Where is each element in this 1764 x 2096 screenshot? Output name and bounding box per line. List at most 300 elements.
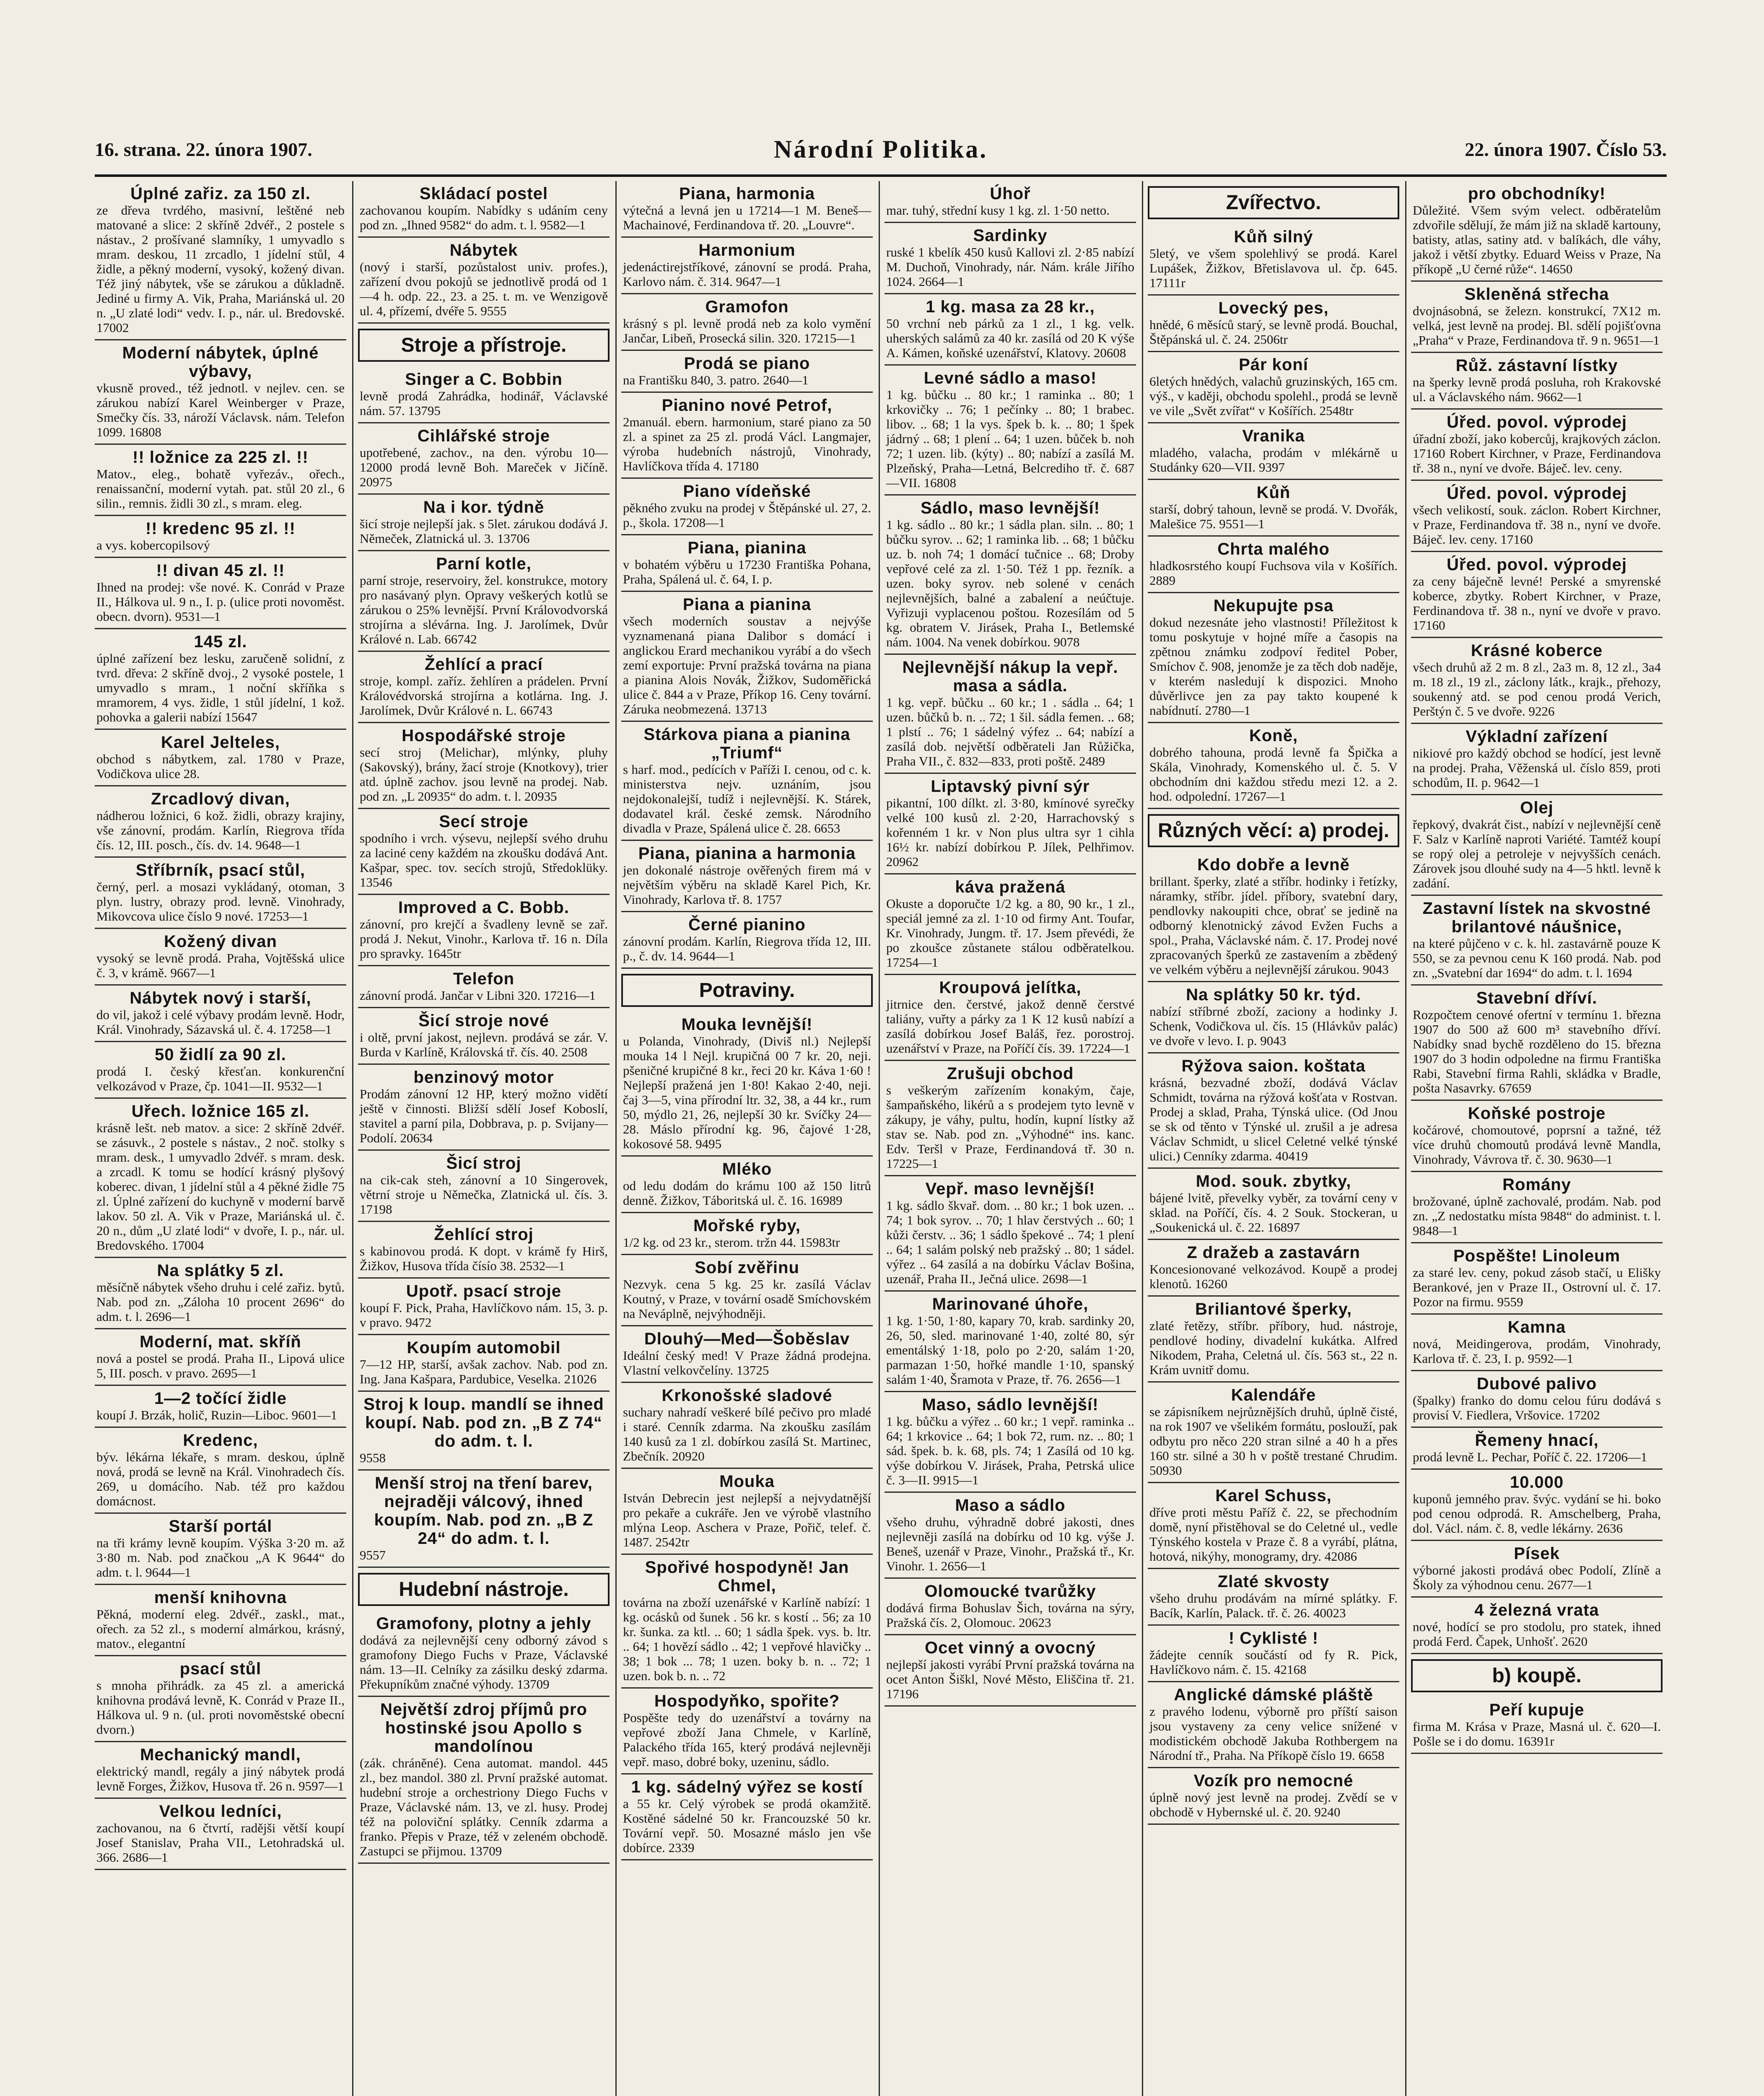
ad-heading: Stroj k loup. mandlí se ihned koupí. Nab. pod zn. „B Z 74“ do adm. t. l. (363, 1395, 604, 1450)
ad-heading: Kůň (1256, 483, 1291, 502)
classified-ad (95, 1099, 346, 1258)
ad-heading: benzinový motor (413, 1068, 554, 1087)
classified-ad (1148, 1569, 1399, 1626)
classified-ad (621, 1555, 873, 1689)
ad-heading: Sádlo, maso levnější! (921, 499, 1100, 517)
ad-heading: Na splátky 5 zl. (157, 1261, 284, 1280)
ad-heading: Menší stroj na tření barev, nejraději válcový, ihned koupím. Nab. pod zn. „B Z 24“ do adm. t. l. (374, 1474, 594, 1548)
classified-ad (885, 1176, 1136, 1292)
classified-ad (1411, 724, 1663, 795)
ad-text: dodává za nejlevnější ceny odborný závod s gramofony Diego Fuchs v Praze, Václavské nám. 13—II. Celníky za zásilku deský zdarma. Překupníkům značné výhody. 13709 (360, 1633, 608, 1691)
ad-text: Ihned na prodej: vše nové. K. Conrád v Praze II., Hálkova ul. 9 n., I. p. (ulice proti novoměst. obecn. dvorn). 9531—1 (96, 580, 345, 624)
ad-heading: Krkonošské sladové (662, 1386, 833, 1405)
classified-ad (1148, 852, 1399, 982)
classified-ad (1411, 1315, 1663, 1371)
ad-text: 1 kg. sádlo škvař. dom. .. 80 kr.; 1 bok uzen. .. 74; 1 bok syrov. .. 70; 1 hlav čerstvých .. 60; 1 kůži čerstv. .. 36; 1 sádlo špekové .. 74; 1 plení .. 64; 1 salám polský neb pražský .. 80; 1 sádel. výřez .. 64 zasílá a na dobírku Václav Bošina, uzenář, Praha II., Ječná ulice. 2698—1 (886, 1198, 1134, 1286)
ad-text: 1 kg. 1·50, 1·80, kapary 70, krab. sardinky 20, 26, 50, sled. marinované 1·40, zolté 80, sýr ementálský 1·18, polo po 2·20, salám 1·20, parmazan 1·50, hořké mandle 1·10, spanský salám 1·40, Šramota v Praze, tř. 76. 2656—1 (886, 1313, 1134, 1387)
ad-text: obchod s nábytkem, zal. 1780 v Praze, Vodičkova ulice 28. (96, 752, 345, 781)
ad-heading: Telefon (453, 970, 515, 988)
ad-text: nové, hodící se pro stodolu, pro statek, ihned prodá Ferd. Čapek, Unhošť. 2620 (1413, 1619, 1661, 1649)
classified-ad (621, 1383, 873, 1469)
classified-ad (95, 1042, 346, 1099)
ad-heading: Starší portál (169, 1517, 272, 1536)
ad-text: koupí J. Brzák, holič, Ruzin—Liboc. 9601—1 (96, 1408, 337, 1422)
column-divider (1142, 181, 1143, 2096)
classified-ad (1148, 593, 1399, 723)
section-heading: Různých věcí: a) prodej. (1148, 814, 1399, 847)
classified-ad (358, 1611, 610, 1697)
ad-heading: Koupím automobil (407, 1339, 561, 1357)
classified-ad (95, 181, 346, 340)
classified-ad (621, 1774, 873, 1860)
ad-heading: menší knihovna (154, 1588, 287, 1607)
ad-heading: Cihlářské stroje (417, 427, 550, 445)
ad-heading: Stavební dříví. (1476, 989, 1598, 1007)
ad-heading: Secí stroje (439, 812, 529, 831)
ad-text: mar. tuhý, střední kusy 1 kg. zl. 1·50 netto. (886, 203, 1110, 218)
ad-text: všeho druhu prodávám na mírné splátky. F. Bacík, Karlín, Palack. tř. č. 26. 40023 (1149, 1591, 1398, 1620)
ad-heading: !! ložnice za 225 zl. !! (132, 448, 309, 467)
masthead-rule (95, 174, 1667, 177)
ad-heading: Zastavní lístek na skvostné brilantové náušnice, (1422, 899, 1651, 936)
ad-heading: Nekupujte psa (1213, 597, 1334, 615)
column-5 (1148, 181, 1399, 2096)
classified-ad (885, 1392, 1136, 1493)
ad-text: Rozpočtem cenové ofertní v termínu 1. března 1907 do 500 až 600 m³ stavebního dříví. Nabídky snad bychě rozděleno do 15. března 1907 do 3 hodin odpoledne na firmu Františka Rabi, Stavební firma Rahli, skládka v Bradle, pošta Nasavrky. 67659 (1413, 1007, 1661, 1095)
classified-ad (358, 723, 610, 809)
ad-heading: Na splátky 50 kr. týd. (1186, 986, 1361, 1004)
ad-text: hladkosrstého koupí Fuchsova vila v Košířích. 2889 (1149, 558, 1398, 588)
classified-ad (885, 181, 1136, 223)
ad-heading: Šicí stroj (446, 1154, 521, 1173)
ad-text: mladého, valacha, prodám v mlékárně u Studánky 620—VII. 9397 (1149, 445, 1398, 475)
section-heading: Hudební nástroje. (358, 1573, 610, 1606)
classified-ad (621, 351, 873, 393)
ad-text: starší, dobrý tahoun, levně se prodá. V. Dvořák, Malešice 75. 9551—1 (1149, 502, 1398, 531)
ad-heading: Krásné koberce (1471, 641, 1603, 660)
ad-text: u Polanda, Vinohrady, (Diviš nl.) Nejlepší mouka 14 l Nejl. krupičná 00 7 kr. 20, neji. pšeničné krupičné 8 kr., řeci 20 kr. Káva 1·60 ! Nejlepší pražená jen 1·80! Kakao 2·40, neji. čaj 3—5, vina přírodní ltr. 32, 38, a 44 kr., rum 50, mýdlo 21, 26, nejlepší 30 kr. Svíčky 24—28. Máslo přírodní kg. 96, čajové 1·28, kokosové 58. 9495 (623, 1034, 871, 1151)
ad-text: býv. lékárna lékaře, s mram. deskou, úplně nová, prodá se levně na Král. Vinohradech čís. 269, u domácího. Nab. též pro každou domácnost. (96, 1450, 345, 1508)
ad-heading: Lovecký pes, (1218, 299, 1329, 317)
ad-heading: Úřed. povol. výprodej (1447, 413, 1627, 431)
ad-text: pěkného zvuku na prodej v Štěpánské ul. 27, 2. p., škola. 17208—1 (623, 501, 871, 530)
ad-heading: Šicí stroje nové (418, 1012, 549, 1030)
page-number-date: 16. strana. 22. února 1907. (95, 139, 312, 160)
ad-heading: Koňské postroje (1468, 1104, 1606, 1123)
ad-text: Ideální český med! V Praze žádná prodejna. Vlastní velkovčelíny. 13725 (623, 1348, 871, 1377)
ad-text: secí stroj (Melichar), mlýnky, pluhy (Sakovský), brány, žací stroje (Knotkovy), trier atd. úplně zachov. jsou levně na prodej. Nab. pod zn. „L 20935“ do adm. t. l. 20935 (360, 745, 608, 804)
classified-ad (621, 181, 873, 238)
ad-heading: Moderní, mat. skříň (140, 1333, 301, 1351)
ad-text: krásný s pl. levně prodá neb za kolo vymění Jančar, Libeň, Prosecká silin. 320. 17215—1 (623, 316, 871, 345)
classified-ad (95, 340, 346, 445)
ad-text: jen dokonalé nástroje ověřených firem má v největším výběru na skladě Karel Pich, Kr. Vinohrady, Karlova tř. 8. 1757 (623, 863, 871, 907)
classified-ad (95, 445, 346, 516)
ad-text: jitrnice den. čerstvé, jakož denně čerstvé taliány, vuřty a párky za 1 K 12 kusů nabízí a zasílá dobírkou Josef Baláš, řez. porostroj. uzenářství v Praze, na Poříčí čís. 39. 17224—1 (886, 997, 1134, 1056)
classified-ad (358, 1279, 610, 1335)
ad-text: na cik-cak steh, zánovní a 10 Singerovek, větrní stroje u Němečka, Zlatnická ul. čís. 3. 17198 (360, 1173, 608, 1217)
section-heading: Stroje a přístroje. (358, 329, 610, 362)
classified-ad (95, 1514, 346, 1585)
ad-heading: Úplné zařiz. za 150 zl. (130, 184, 311, 203)
ad-text: za staré lev. ceny, pokud zásob stačí, u Elišky Berankové, jen v Praze II., Ostrovní ul. č. 17. Pozor na firmu. 9559 (1413, 1265, 1661, 1309)
ad-heading: 4 železná vrata (1474, 1601, 1599, 1619)
ad-text: 9557 (360, 1548, 386, 1562)
classified-ad (95, 786, 346, 858)
ad-text: Okuste a doporučte 1/2 kg. a 80, 90 kr., 1 zl., speciál jemné za zl. 1·10 od firmy Ant. Toufar, Kr. Vinohrady, Jungm. tř. 17. Jsem převédi, že po zkoušce zůstanete stálou odběratelkou. 17254—1 (886, 896, 1134, 970)
ad-text: na šperky levně prodá posluha, roh Krakovské ul. a Václavského nám. 9662—1 (1413, 375, 1661, 404)
ad-text: ze dřeva tvrdého, masivní, leštěné neb matované a slice: 2 skříně 2dvéř., 2 postele s nástav., 2 prošívané slamníky, 1 umyvadlo s mram. deskou, 11 zrcadlo, 1 jídelní stůl, 4 židle, a pěkný moderní, vysoký, kožený divan. Též jiný nábytek, vše se zárukou a důkladně. Jediné u firmy A. Vik, Praha, Mariánská ul. 20 n. „U zlaté lodi“ vedv. I. p., nár. ul. Bredovské. 17002 (96, 203, 345, 335)
ad-heading: Spořivé hospodyně! Jan Chmel, (645, 1558, 849, 1595)
ad-text: 5letý, ve všem spolehlivý se prodá. Karel Lupášek, Žižkov, Břetislavova ul. čp. 645. 17111r (1149, 246, 1398, 290)
ad-heading: Černé pianino (688, 916, 806, 934)
ad-text: dříve proti městu Paříž č. 22, se přechodním domě, nyní přistěhoval se do Celetné ul., vedle Týnského kostela v Praze č. 8 a vyrábí, plátna, hotová, nikýhy, monogramy, dry. 42086 (1149, 1505, 1398, 1564)
ad-text: i oltě, první jakost, nejlevn. prodává se zár. V. Burda v Karlíně, Královská tř. čís. 40. 2508 (360, 1030, 608, 1059)
ad-text: kočárové, chomoutové, poprsní a tažné, též více druhů chomoutů prodává levně Mandla, Vinohrady, Vávrova tř. č. 30. 9630—1 (1413, 1123, 1661, 1167)
ad-heading: Stárkova piana a pianina „Triumf“ (643, 725, 851, 762)
ad-text: elektrický mandl, regály a jiný nábytek prodá levně Forges, Žižkov, Husova tř. 26 n. 9597—1 (96, 1764, 345, 1793)
ad-heading: Piana a pianina (682, 595, 812, 614)
classified-ad (885, 655, 1136, 774)
column-divider (879, 181, 880, 2096)
classified-ad (95, 1742, 346, 1799)
ad-text: šicí stroje nejlepší jak. s 5let. zárukou dodává J. Němeček, Zlatnická ul. 3. 13706 (360, 516, 608, 546)
classified-ad (1411, 1697, 1663, 1754)
ad-text: dokud nezesnáte jeho vlastnosti! Příležitost k tomu poskytuje v hojné míře a časopis na zpětnou známku zodpoví ředitel Pober, Smíchov č. 908, jenomže je za těch dob naděje, v kterém nasledují k dispozici. Mnoho důvěrlivce jen za pay takto koupené k nabídnutí. 2780—1 (1149, 615, 1398, 718)
ad-text: jedenáctirejstříkové, zánovní se prodá. Praha, Karlovo nám. č. 314. 9647—1 (623, 259, 871, 289)
ad-text: žádejte cenník součástí od fy R. Pick, Havlíčkovo nám. č. 15. 42168 (1149, 1647, 1398, 1677)
ad-text: s kabinovou prodá. K dopt. v krámě fy Hirš, Žižkov, Husova třída čísío 38. 2532—1 (360, 1244, 608, 1273)
ad-text: pikantní, 100 dílkt. zl. 3·80, kmínové syrečky velké 100 kusů zl. 2·20, Harrachovský s kořenném 1 kr. v Non plus ultra syr 1 cihla 16½ kr. nabízí dobírkou P. Jílek, Pelhřimov. 20962 (886, 796, 1134, 869)
ad-heading: Anglické dámské pláště (1174, 1686, 1373, 1704)
classified-ad (885, 1493, 1136, 1579)
ad-heading: Hospodyňko, spořite? (654, 1692, 840, 1710)
ad-heading: Řemeny hnací, (1475, 1431, 1599, 1450)
classified-ad (1148, 224, 1399, 296)
classified-ad (1148, 1682, 1399, 1768)
classified-ad (1411, 1428, 1663, 1470)
ad-text: na které půjčeno v c. k. hl. zastavárně pouze K 550, se za pevnou cenu K 160 prodá. Nab. pod zn. „Svatební dar 1694“ do adm. t. l. 1694 (1413, 936, 1661, 980)
ad-heading: Piano vídeňské (683, 482, 811, 501)
classified-columns (95, 181, 1667, 2096)
ad-heading: psací stůl (179, 1660, 262, 1678)
ad-heading: Kůň silný (1234, 228, 1313, 246)
ad-text: 2manuál. ebern. harmonium, staré piano za 50 zl. a spinet za 25 zl. prodá Václ. Langmajer, výroba hudebních nástrojů, Vinohrady, Havlíčkova třída 4. 17180 (623, 415, 871, 473)
section-heading: b) koupě. (1411, 1659, 1663, 1692)
ad-text: měsíčně nábytek všeho druhu i celé zařiz. bytů. Nab. pod zn. „Záloha 10 procent 2696“ do adm. t. l. 2696—1 (96, 1280, 345, 1324)
ad-heading: Nábytek nový i starší, (130, 989, 311, 1007)
classified-ad (358, 1222, 610, 1279)
column-1 (95, 181, 346, 2096)
classified-ad (95, 1656, 346, 1742)
classified-ad (95, 558, 346, 629)
classified-ad (621, 1255, 873, 1326)
masthead (95, 134, 1667, 168)
ad-text: (zák. chráněné). Cena automat. mandol. 445 zl., bez mandol. 380 zl. První pražské automat. hudební stroje a orchestriony Diego Fuchs v Praze, Václavské nám. 13, ve zl. husy. Prodej též na poloviční splátky. Cenník zdarma a franko. Přepis v Praze, též v zeleném obchodě. Zastupci se přijmou. 13709 (360, 1756, 608, 1858)
ad-text: s mnoha přihrádk. za 45 zl. a americká knihovna prodává levně, K. Conrád v Praze II., Hálkova ul. 9 n. (ul. proti novoměstské obecní dvorn.) (96, 1678, 345, 1737)
classified-ad (358, 423, 610, 495)
column-divider (615, 181, 617, 2096)
ad-text: Pospěšte tedy do uzenářství a továrny na vepřové zboží Jana Chmele, v Karlíně, Palackého třída 165, který prodává nejlevněji vepř. maso, dobré boky, uzeninu, sádlo. (623, 1710, 871, 1769)
ad-text: krásná, bezvadné zboží, dodává Václav Schmidt, továrna na rýžová košťata v Rostvan. Prodej a sklad, Praha, Týnská ulice. (Od Jnou se sk od těnto v Týnské ul. zrušil a je adresa Václav Schmidt, u slicel Celetné velké týnské ulici.) Cenníky zdarma. 40419 (1149, 1075, 1398, 1163)
ad-text: brillant. šperky, zlaté a stříbr. hodinky i řetízky, náramky, stříbr. jídel. příbory, svatební dary, pendlovky nakoupiti chce, obrať se jedině na odborný klenotnický závod Evžen Fuchs a spol., Praha, Václavské nám. č. 17. Prodej nové zpracovaných šperků ze zastavením a zbědený ve velkém výběru a nejlevnější zárukou. 9043 (1149, 874, 1398, 977)
ad-text: firma M. Krása v Praze, Masná ul. č. 620—I. Pošle se i do domu. 16391r (1413, 1719, 1661, 1748)
classified-ad (1148, 1240, 1399, 1297)
classified-ad (621, 294, 873, 351)
ad-text: spodního i vrch. výsevu, nejlepší svého druhu za laciné ceny každém na zkoušku dodává Ant. Kašpar, spec. tov. secích strojů, Středoklüky. 13546 (360, 831, 608, 890)
classified-ad (621, 238, 873, 294)
ad-heading: Rýžova saion. koštata (1181, 1057, 1366, 1075)
ad-text: zlaté řetězy, stříbr. příbory, hud. nástroje, pendlové hodiny, divadelní kukátka. Alfred Nikodem, Praha, Celetná ul. čís. 563 st., 22 n. Krám uvnitř domu. (1149, 1318, 1398, 1377)
ad-heading: Z dražeb a zastavárn (1187, 1243, 1360, 1262)
ad-heading: pro obchodníky! (1468, 184, 1606, 203)
ad-heading: Maso a sádlo (955, 1496, 1066, 1515)
ad-text: (nový i starší, pozůstalost univ. profes.), zařízení dvou pokojů se jednotlivě prodá od 1—4 h. odp. 22., 23. a 25. t. m. ve Wenzigově ul. 4, přízemí, dvéře 5. 9555 (360, 259, 608, 318)
classified-ad (358, 809, 610, 895)
ad-heading: Mouka (719, 1472, 775, 1491)
classified-ad (621, 1213, 873, 1255)
ad-text: István Debrecin jest nejlepší a nejvydatnější pro pekaře a cukráře. Jen ve výrobě vlastního mlýna Leop. Aschera v Praze, Pořič, telef. č. 1487. 2542tr (623, 1491, 871, 1549)
ad-heading: Nejlevnější nákup la vepř. masa a sádla. (902, 658, 1118, 695)
classified-ad (95, 929, 346, 986)
classified-ad (885, 1579, 1136, 1635)
ad-heading: Hospodářské stroje (402, 726, 566, 745)
classified-ad (885, 495, 1136, 655)
ad-text: 50 vrchní neb párků za 1 zl., 1 kg. velk. uherských salámů za 40 kr. zasílá od 20 K výše A. Kámen, koňské uzenářství, Klatovy. 20608 (886, 316, 1134, 360)
ad-text: dvojnásobná, se železn. konstrukcí, 7X12 m. velká, jest levně na prodej. Bl. sdělí pojišťovna „Praha“ v Praze, Ferdinandova tř. 9 n. 9651—1 (1413, 304, 1661, 348)
ad-heading: 10.000 (1510, 1473, 1564, 1492)
classified-ad (885, 1061, 1136, 1176)
ad-heading: !! kredenc 95 zl. !! (145, 519, 296, 538)
ad-text: koupí F. Pick, Praha, Havlíčkovo nám. 15, 3. p. v pravo. 9472 (360, 1300, 608, 1330)
ad-heading: Vepř. maso levnější! (925, 1180, 1095, 1198)
section-heading: Potraviny. (621, 974, 873, 1007)
ad-text: kuponů jemného prav. švýc. vydání se hi. boko pod cenou odprodá. R. Amschelberg, Praha, dol. Václ. nám. č. 8, vedle lékárny. 2636 (1413, 1492, 1661, 1536)
ad-heading: 50 židlí za 90 zl. (155, 1045, 286, 1064)
classified-ad (358, 1697, 610, 1864)
ad-heading: Kdo dobře a levně (1197, 856, 1350, 874)
classified-ad (1411, 552, 1663, 638)
classified-ad (1148, 352, 1399, 423)
ad-text: ruské 1 kbelík 450 kusů Kallovi zl. 2·85 nabízí M. Duchoň, Vinohrady, nár. Nám. krále Jiřího 1024. 2664—1 (886, 245, 1134, 289)
classified-ad (885, 1292, 1136, 1392)
ad-heading: Singer a C. Bobbin (405, 370, 563, 389)
ad-heading: 145 zl. (194, 633, 247, 651)
ad-text: výtečná a levná jen u 17214—1 M. Beneš—Machainové, Ferdinandova tř. 20. „Louvre“. (623, 203, 871, 232)
classified-ad (1411, 410, 1663, 481)
ad-heading: Úhoř (990, 184, 1031, 203)
ad-heading: Ocet vinný a ovocný (924, 1639, 1096, 1657)
ad-text: zánovní, pro krejčí a švadleny levně se zař. prodá J. Nekut, Vinohr., Karlova tř. 16 n. Díla pro spravky. 1645tr (360, 917, 608, 961)
ad-text: Matov., eleg., bohatě vyřezáv., ořech., renaissanční, moderní vytah. pat. stůl 20 zl., 6 silin., remnis. židli 30 zl., s mram. eleg. (96, 467, 345, 511)
ad-heading: Dlouhý—Med—Šoběslav (644, 1330, 850, 1348)
classified-ad (358, 551, 610, 652)
ad-heading: Koně, (1249, 726, 1298, 745)
ad-text: do vil, jakož i celé výbavy prodám levně. Hodr, Král. Vinohrady, Sázavská ul. č. 4. 17258—1 (96, 1007, 345, 1037)
classified-ad (1411, 986, 1663, 1101)
ad-text: nikiové pro každý obchod se hodící, jest levně na prodej. Praha, Věženská ul. číslo 859, proti schodům, II. p. 9642—1 (1413, 746, 1661, 790)
classified-ad (95, 858, 346, 929)
ad-heading: Pianino nové Petrof, (662, 396, 833, 415)
ad-text: úplně nový jest levně na prodej. Zvědí se v obchodě v Hybernské ul. č. 20. 9240 (1149, 1790, 1398, 1819)
classified-ad (885, 366, 1136, 495)
ad-heading: Úřed. povol. výprodej (1447, 555, 1627, 574)
ad-text: nová a postel se prodá. Praha II., Lipová ulice 5, III. posch. v pravo. 2695—1 (96, 1351, 345, 1380)
ad-heading: 1 kg. masa za 28 kr., (926, 298, 1095, 316)
ad-text: hnědé, 6 měsíců starý, se levně prodá. Bouchal, Štěpánská ul. č. 24. 2506tr (1149, 317, 1398, 347)
ad-text: 6letých hnědých, valachů gruzinských, 165 cm. výš., v kaději, obchodu spolehl., prodá se levně ve vile „Svět zvířat“ v Košířích. 2548tr (1149, 374, 1398, 418)
ad-text: černý, perl. a mosazi vykládaný, otoman, 3 plyn. lustry, obrazy prod. levně. Vinohrady, Mikovcova ulice číslo 9 nové. 17253—1 (96, 879, 345, 923)
ad-text: na Františku 840, 3. patro. 2640—1 (623, 373, 809, 387)
ad-heading: Zrušuji obchod (947, 1064, 1074, 1083)
classified-ad (358, 1392, 610, 1471)
ad-heading: Mořské ryby, (693, 1217, 801, 1235)
ad-heading: Briliantové šperky, (1195, 1300, 1352, 1318)
classified-ad (621, 722, 873, 841)
classified-ad (1411, 1470, 1663, 1541)
ad-heading: Piana, pianina a harmonia (638, 844, 856, 863)
ad-text: Nezvyk. cena 5 kg. 25 kr. zasílá Václav Koutný, v Praze, v tovární osadě Smíchovském na Neváplně, nejvýhodněji. (623, 1277, 871, 1321)
classified-ad (621, 1012, 873, 1157)
ad-text: Koncesionované velkozávod. Koupě a prodej klenotů. 16260 (1149, 1262, 1398, 1291)
classified-ad (621, 393, 873, 479)
ad-text: nová, Meidingerova, prodám, Vinohrady, Karlova tř. č. 23, I. p. 9592—1 (1413, 1336, 1661, 1366)
classified-ad (95, 986, 346, 1042)
ad-heading: Dubové palivo (1476, 1375, 1597, 1393)
classified-ad (621, 592, 873, 722)
ad-heading: Skleněná střecha (1464, 285, 1609, 304)
ad-text: 9558 (360, 1450, 386, 1465)
ad-text: vysoký se levně prodá. Praha, Vojtěšská ulice č. 3, v krámě. 9667—1 (96, 951, 345, 980)
column-4 (885, 181, 1136, 2096)
classified-ad (1148, 537, 1399, 593)
classified-ad (358, 966, 610, 1008)
classified-ad (95, 1258, 346, 1329)
ad-heading: Marinované úhoře, (932, 1295, 1089, 1313)
classified-ad (1148, 1053, 1399, 1169)
classified-ad (1411, 1243, 1663, 1315)
ad-heading: Parní kotle, (436, 555, 532, 573)
ad-text: 1 kg. vepř. bůčku .. 60 kr.; 1 . sádla .. 64; 1 uzen. bůčků b. n. .. 72; 1 šil. sádla femen. .. 68; 1 plstí .. 76; 1 sádelný výfez .. 64; nabízí a zasílá dob. největší odběrateli Jan Růžička, Praha VII., č. 832—833, proti poště. 2489 (886, 695, 1134, 768)
ad-text: 1 kg. sádlo .. 80 kr.; 1 sádla plan. siln. .. 80; 1 bůčku syrov. .. 62; 1 raminka lib. .. 68; 1 bůčku uz. b. noh 74; 1 domácí tučnice .. 68; Droby vepřové celé za zl. 1·50. Též 1 pp. řezník. a uzen. boky syrov. neb solené v cenách nejlevnějších, balné a zabalení a neúčtuje. Vyřizuji vyplacenou poštou. Rozesílám od 5 kg. obratem V. Jirásek, Praha I., Betlemské nám. 1004. Na venek dobírkou. 9078 (886, 517, 1134, 649)
ad-text: a 55 kr. Celý výrobek se prodá okamžitě. Kostěné sádelné 50 kr. Francouzské 50 kr. Tovární vepř. 50. Mosazné máslo jen vše dobírce. 2339 (623, 1796, 871, 1855)
ad-heading: Maso, sádlo levnější! (922, 1396, 1099, 1414)
ad-text: z pravého lodenu, výborně pro příští saison jsou vystaveny za ceny velice snížené v modistickém obchodě Jakuba Rothbergem na Národní tř., Praha. Na Příkopě číslo 19. 6658 (1149, 1704, 1398, 1763)
ad-heading: Nábytek (449, 241, 518, 259)
ad-heading: Pár koní (1239, 355, 1308, 374)
ad-text: prodá levně L. Pechar, Poříč č. 22. 17206—1 (1413, 1450, 1647, 1464)
classified-ad (358, 1065, 610, 1151)
classified-ad (621, 841, 873, 912)
classified-ad (1148, 1297, 1399, 1383)
classified-ad (1148, 480, 1399, 537)
classified-ad (95, 1428, 346, 1514)
ad-heading: Olej (1520, 799, 1554, 817)
classified-ad (885, 294, 1136, 366)
classified-ad (1148, 1483, 1399, 1569)
ad-heading: Romány (1502, 1175, 1571, 1194)
ad-text: nejlepší jakosti vyrábí První pražská továrna na ocet Anton Šiškl, Nové Město, Eliščina tř. 21. 17196 (886, 1657, 1134, 1701)
classified-ad (885, 975, 1136, 1061)
ad-heading: Písek (1514, 1544, 1560, 1563)
newspaper-page (95, 134, 1667, 2096)
ad-heading: Moderní nábytek, úplné výbavy, (122, 344, 319, 381)
ad-heading: Vranika (1242, 427, 1305, 445)
ad-heading: Upotř. psací stroje (406, 1282, 562, 1300)
classified-ad (95, 516, 346, 558)
classified-ad (358, 367, 610, 423)
classified-ad (885, 774, 1136, 874)
classified-ad (95, 1386, 346, 1428)
ad-heading: Prodá se piano (684, 354, 810, 373)
ad-heading: Úřed. povol. výprodej (1447, 484, 1627, 503)
section-heading: Zvířectvo. (1148, 186, 1399, 219)
ad-heading: Harmonium (698, 241, 796, 259)
classified-ad (621, 912, 873, 969)
ad-heading: Karel Jelteles, (161, 733, 280, 752)
ad-heading: Chrta malého (1217, 540, 1330, 558)
ad-text: suchary nahradí veškeré bílé pečivo pro mladé i staré. Cenník zdarma. Na zkoušku zasílám 140 kusů za 1 zl. dobírkou zasílá St. Martinec, Zbečník. 20920 (623, 1405, 871, 1463)
ad-heading: Kamna (1507, 1318, 1566, 1336)
classified-ad (95, 1799, 346, 1870)
classified-ad (358, 181, 610, 238)
classified-ad (1148, 1768, 1399, 1825)
classified-ad (621, 479, 873, 535)
ad-text: brožované, úplně zachovalé, prodám. Nab. pod zn. „Z nedostatku místa 9848“ do administ. t. l. 9848—1 (1413, 1194, 1661, 1238)
classified-ad (1411, 282, 1663, 353)
ad-text: vkusně proved., též jednotl. v nejlev. cen. se zárukou nabízí Karel Weinberger v Praze, Smečky čís. 33, nároží Václavsk. nám. Telefon 1099. 16808 (96, 381, 345, 439)
ad-text: a vys. kobercopilsový (96, 538, 210, 553)
ad-heading: Mléko (722, 1160, 772, 1178)
ad-text: všech velikostí, souk. záclon. Robert Kirchner, v Praze, Ferdinandova tř. 38 n., nyní ve dvoře. Báječ. lev. ceny. 17160 (1413, 503, 1661, 547)
ad-heading: Růž. zástavní lístky (1455, 356, 1618, 375)
ad-heading: Olomoucké tvarůžky (924, 1582, 1096, 1601)
classified-ad (1411, 638, 1663, 724)
ad-text: dobrého tahouna, prodá levně fa Špička a Skála, Vinohrady, Komenského ul. č. 5. V obchodním dni každou středu mezi 12. a 2. hod. odpolední. 17267—1 (1149, 745, 1398, 804)
ad-text: všeho druhu, výhradně dobré jakosti, dnes nejlevněji zasílá na dobírku od 10 kg. výše J. Beneš, uzenář v Praze, Vinohr., Pražská tř., Kr. Vinohr. 1. 2656—1 (886, 1515, 1134, 1573)
ad-heading: Kredenc, (183, 1431, 258, 1450)
ad-text: parní stroje, reservoiry, žel. konstrukce, motory pro nasávaný plyn. Opravy veškerých kotlů se zárukou o 25% levnější. První Královodvorská strojírna a slévárna. Ing. J. Jarolímek, Dvůr Králové n. Lab. 66742 (360, 573, 608, 646)
ad-heading: Gramofony, plotny a jehly (376, 1614, 591, 1633)
issue-date-number: 22. února 1907. Číslo 53. (1465, 139, 1667, 160)
classified-ad (885, 1635, 1136, 1707)
classified-ad (358, 495, 610, 551)
ad-heading: Liptavský pivní sýr (931, 777, 1090, 796)
ad-text: řepkový, dvakrát čist., nabízí v nejlevnější ceně F. Salz v Karlíně naproti Variété. Tamtéž koupí se ropý olej a petroleje v nejvyšších cenách. Zárovek jsou dlouhé sudy na 4—5 hktl. levně k zadání. (1413, 817, 1661, 890)
ad-text: 1 kg. bůčku a výřez .. 60 kr.; 1 vepř. raminka .. 64; 1 krkovice .. 64; 1 bok 72, rum. nz. .. 80; 1 sád. špek. b. k. 68, pls. 74; 1 Zasílá od 10 kg. výše dobírkou V. Jirásek, Praha, Petrská ulice č. 3—II. 9915—1 (886, 1414, 1134, 1487)
ad-text: zánovní prodám. Karlín, Riegrova třída 12, III. p., č. dv. 14. 9644—1 (623, 934, 871, 963)
column-3 (621, 181, 873, 2096)
classified-ad (358, 1335, 610, 1392)
classified-ad (621, 1469, 873, 1555)
ad-text: úplné zařízení bez lesku, zaručeně solidní, z tvrd. dřeva: 2 skříně dvoj., 2 vysoké postele, 1 umyvadlo s mram., 1 noční skříňka s mramorem, 4 vys. židle, 1 stůl jídelní, 1 kož. pohovka a galerii nabízí 15647 (96, 651, 345, 724)
column-2 (358, 181, 610, 2096)
ad-text: zachovanou koupím. Nabídky s udáním ceny pod zn. „Ihned 9582“ do adm. t. l. 9582—1 (360, 203, 608, 232)
ad-text: (špalky) franko do domu celou fúru dodává s provisí V. Fiedlera, Vršovice. 17202 (1413, 1393, 1661, 1422)
ad-heading: Vozík pro nemocné (1193, 1772, 1354, 1790)
classified-ad (1411, 481, 1663, 552)
classified-ad (1411, 353, 1663, 410)
classified-ad (358, 1471, 610, 1568)
classified-ad (358, 1008, 610, 1065)
ad-heading: Peří kupuje (1489, 1701, 1585, 1719)
ad-heading: Karel Schuss, (1215, 1486, 1332, 1505)
ad-text: zánovní prodá. Jančar v Libni 320. 17216—1 (360, 988, 596, 1003)
column-6 (1411, 181, 1663, 2096)
classified-ad (358, 652, 610, 723)
ad-text: 1/2 kg. od 23 kr., sterom. tržn 44. 15983tr (623, 1235, 840, 1250)
classified-ad (1148, 1626, 1399, 1682)
